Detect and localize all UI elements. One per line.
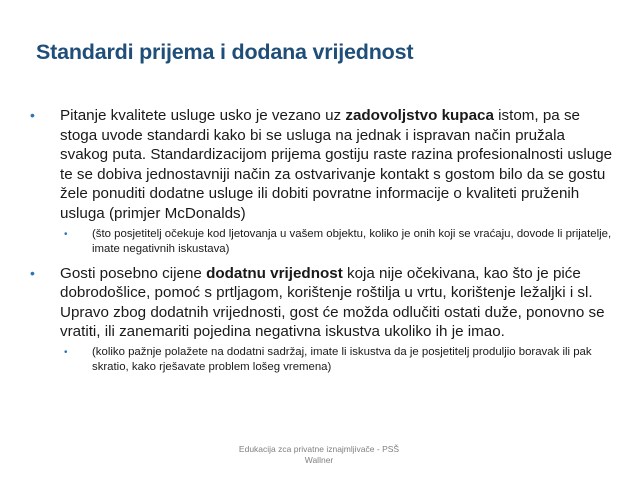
slide-content bbox=[28, 106, 614, 382]
bullet-added-value-text-before: Gosti posebno cijene bbox=[60, 264, 207, 282]
footer-line-1: Edukacija zca privatne iznajmljivače - PSŠ bbox=[238, 444, 400, 454]
bullet-dot-icon: • bbox=[30, 264, 35, 281]
sub-bullet-expectations bbox=[28, 227, 614, 258]
bullet-quality-bold: zadovoljstvo kupaca bbox=[345, 107, 494, 124]
footer-line-2: Wallner bbox=[304, 455, 334, 465]
bullet-added-value-bold: dodatnu vrijednost bbox=[206, 264, 343, 282]
slide-footer bbox=[200, 444, 438, 466]
bullet-quality bbox=[28, 106, 614, 224]
bullet-dot-icon: • bbox=[30, 107, 35, 123]
bullet-quality-text-before: Pitanje kvalitete usluge usko je vezano uz bbox=[60, 107, 346, 124]
bullet-added-value-text-after: koja nije očekivana, kao što je piće dobrodošlice, pomoć s prtljagom, korištenje roštilja u vrtu, korištenje ležaljki i sl. Upravo zbog dodatnih vrijednosti, gost će možda odlučiti ostati duže, ponovno se vratiti, ili zanemariti pojedina negativna iskustva ukoliko ih je imao. bbox=[60, 264, 605, 341]
sub-bullet-extra-content-text: (koliko pažnje polažete na dodatni sadržaj, imate li iskustva da je posjetitelj produljio boravak ili pak skratio, kako rješavate problem lošeg vremena) bbox=[92, 345, 592, 374]
sub-bullet-extra-content bbox=[28, 345, 614, 376]
bullet-added-value bbox=[28, 264, 614, 342]
slide-title: Standardi prijema i dodana vrijednost bbox=[36, 40, 414, 64]
sub-bullet-expectations-text: (što posjetitelj očekuje kod ljetovanja u vašem objektu, koliko je onih koji se vraćaju, dovode li prijatelje, imate negativnih iskustava) bbox=[92, 227, 612, 256]
sub-bullet-dot-icon: • bbox=[64, 346, 68, 358]
sub-bullet-dot-icon: • bbox=[64, 228, 68, 240]
bullet-quality-text-after: istom, pa se stoga uvode standardi kako bi se usluga na jednak i ispravan način pružala svakog puta. Standardizacijom prijema gostiju raste razina profesionalnosti usluge te se dobiva jednostavniji način za ostvarivanje kontakt s gostom bilo da se gostu žele ponuditi dodatne usluge ili dobiti povratne informacije o kvaliteti pruženih usluga (primjer McDonalds) bbox=[60, 107, 613, 222]
